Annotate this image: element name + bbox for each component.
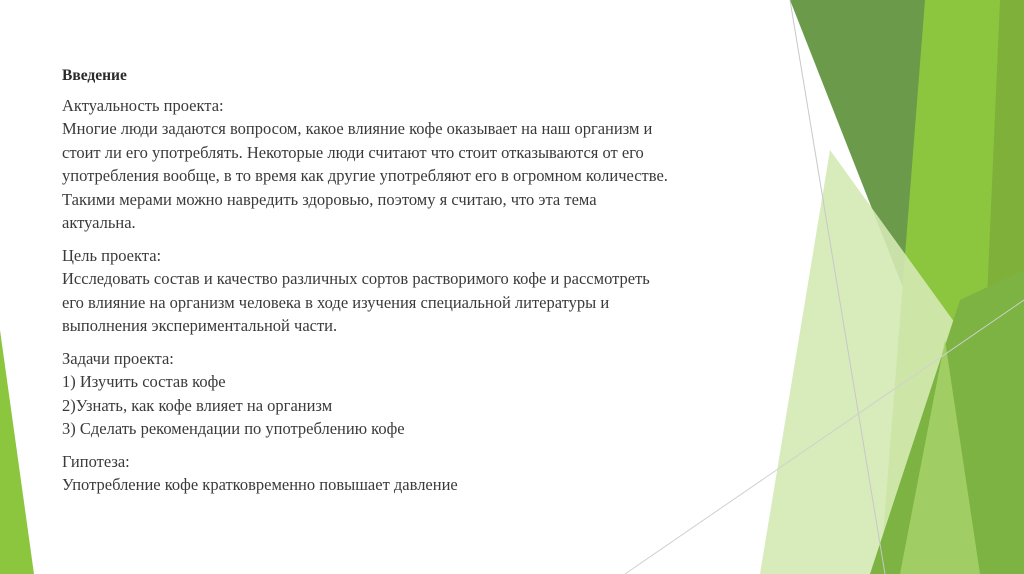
- goal-line: выполнения экспериментальной части.: [62, 316, 338, 335]
- slide-content: [62, 64, 782, 506]
- tasks-title: Задачи проекта:: [62, 348, 174, 368]
- hypothesis-title: Гипотеза:: [62, 451, 130, 471]
- goal-title: Цель проекта:: [62, 245, 162, 265]
- hypothesis-section: [62, 450, 782, 497]
- relevance-line: употребления вообще, в то время как другие употребляют его в огромном количестве.: [62, 166, 668, 185]
- relevance-section: [62, 94, 782, 235]
- task-item: 1) Изучить состав кофе: [62, 372, 226, 391]
- task-item: 3) Сделать рекомендации по употреблению кофе: [62, 419, 405, 438]
- relevance-line: актуальна.: [62, 213, 136, 232]
- relevance-line: Такими мерами можно навредить здоровью, поэтому я считаю, что эта тема: [62, 189, 597, 209]
- goal-section: [62, 244, 782, 338]
- goal-line: Исследовать состав и качество различных сортов растворимого кофе и рассмотреть: [62, 269, 650, 288]
- goal-line: его влияние на организм человека в ходе изучения специальной литературы и: [62, 292, 610, 312]
- relevance-line: стоит ли его употреблять. Некоторые люди считают что стоит отказываются от его: [62, 142, 644, 162]
- task-item: 2)Узнать, как кофе влияет на организм: [62, 395, 333, 415]
- hypothesis-line: Употребление кофе кратковременно повышает давление: [62, 475, 458, 494]
- relevance-line: Многие люди задаются вопросом, какое влияние кофе оказывает на наш организм и: [62, 119, 653, 138]
- tasks-section: [62, 347, 782, 441]
- slide-heading: Введение: [62, 67, 127, 84]
- relevance-title: Актуальность проекта:: [62, 95, 224, 115]
- left-green-sliver: [0, 330, 34, 574]
